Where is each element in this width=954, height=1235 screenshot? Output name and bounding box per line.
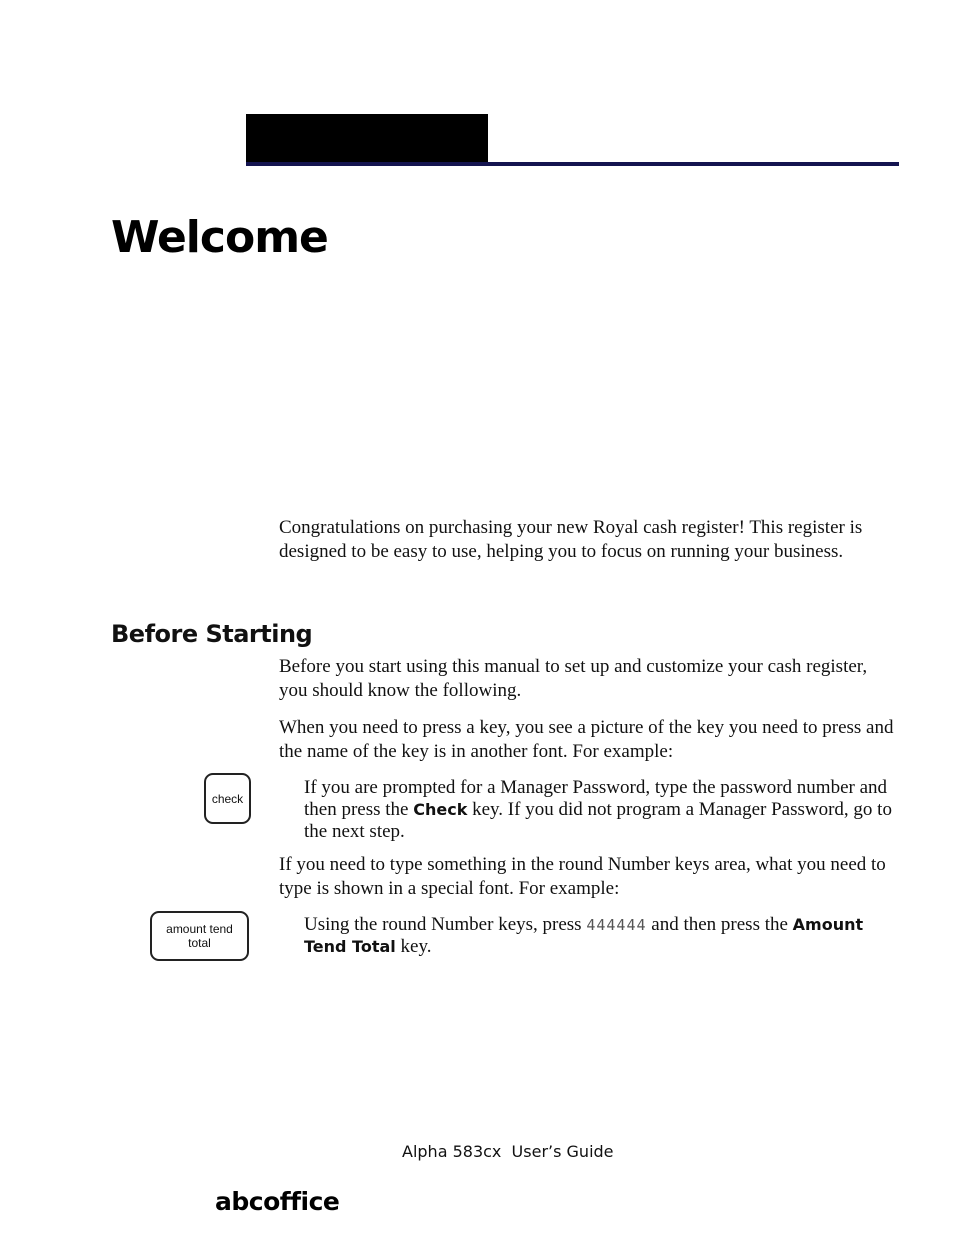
chapter-header-block [246, 114, 488, 166]
example-1-text-after: key. If you did not program a Manager Password, go to the next step. [304, 799, 892, 842]
amount-tend-total-key-icon [150, 911, 249, 961]
section-paragraph-1: Before you start using this manual to set up and customize your cash register, you should know the following. [279, 656, 868, 701]
footer-guide-title: Alpha 583cx User’s Guide [402, 1142, 614, 1161]
amount-tend-total-key-label: amount tend total [166, 922, 233, 950]
section-heading: Before Starting [111, 620, 313, 648]
section-paragraph-2: When you need to press a key, you see a picture of the key you need to press and the name of the key is in another font. For example: [279, 717, 894, 762]
example-1-text [304, 777, 899, 843]
intro-paragraph: Congratulations on purchasing your new Royal cash register! This register is designed to be easy to use, helping you to focus on running your business. [279, 517, 863, 562]
example-2-value: 444444 [586, 916, 647, 934]
example-1-key-name: Check [413, 800, 468, 819]
example-2-text-after: key. [395, 936, 432, 957]
check-key-label: check [211, 791, 244, 806]
example-2-text [304, 914, 899, 958]
chapter-header-rule [246, 162, 899, 166]
footer-brand-logo: abcoffice [215, 1187, 340, 1216]
section-paragraph-3: If you need to type something in the round Number keys area, what you need to type is shown in a special font. For example: [279, 854, 886, 899]
example-2-text-before: Using the round Number keys, press [304, 914, 587, 935]
check-key-icon [204, 773, 251, 824]
example-1-text-before: If you are prompted for a Manager Password, type the password number and then press the [304, 777, 888, 820]
page-title: Welcome [111, 212, 328, 263]
example-2-text-middle: and then press the [646, 914, 793, 935]
example-2-key-name: Amount Tend Total [304, 915, 864, 956]
